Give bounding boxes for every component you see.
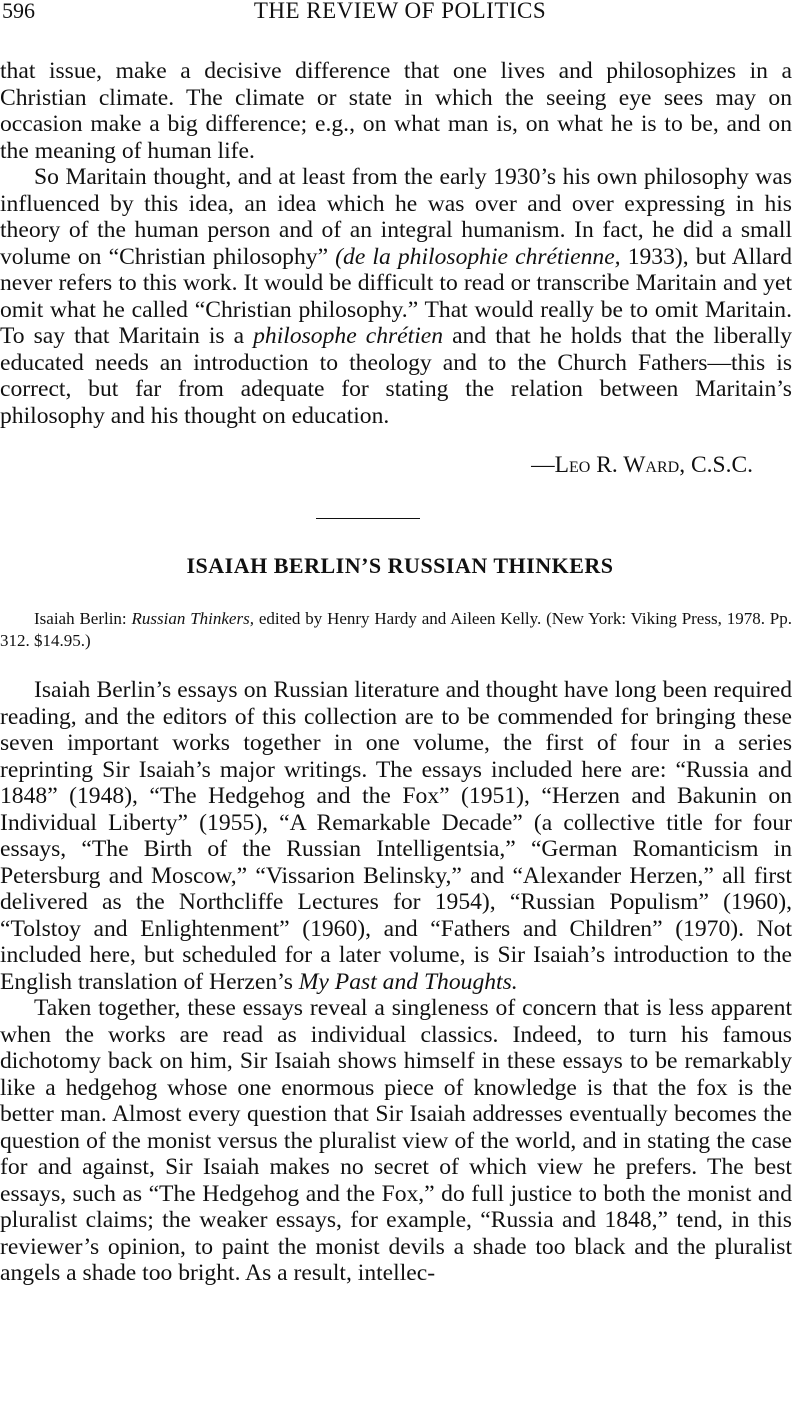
section-divider bbox=[316, 518, 420, 519]
citation-details: edited by Henry Hardy and Aileen Kelly. (New York: Viking Press, 1978. Pp. 312. $14.95.) bbox=[0, 609, 792, 650]
reviewer-signature bbox=[531, 452, 753, 478]
review-title: ISAIAH BERLIN’S RUSSIAN THINKERS bbox=[186, 553, 614, 578]
review-body bbox=[0, 677, 792, 1287]
maritain-text-c: and that he holds that the liberally educated needs an introduction to theology and to the Church Fathers—this is correct, but far from adequate for stating the relation between Maritain’s philosophy and his thought on education. bbox=[0, 323, 793, 429]
review-paragraph-2: Taken together, these essays reveal a singleness of concern that is less apparent when the works are read as individual classics. Indeed, to turn his famous dichotomy back on him, Sir Isaiah shows himself in these essays to be remarkably like a hedgehog whose one enormous piece of knowledge is that the fox is the better man. Almost every question that Sir Isaiah addresses eventually becomes the question of the monist versus the pluralist view of the world, and in stating the case for and against, Sir Isaiah makes no secret of which view he prefers. The best essays, such as “The Hedgehog and the Fox,” do full justice to both the monist and pluralist claims; the weaker essays, for example, “Russia and 1848,” tend, in this reviewer’s opinion, to paint the monist devils a shade too black and the pluralist angels a shade too bright. As a result, intellec- bbox=[0, 995, 792, 1286]
maritain-text-a: So Maritain thought, and at least from the early 1930’s his own philosophy was influenced by this idea, an idea which he was over and over expressing in his theory of the human person and of an integral humanism. In fact, he did a small volume on “Christian philosophy” bbox=[0, 164, 792, 270]
maritain-paragraph bbox=[0, 164, 792, 429]
book-citation bbox=[0, 608, 792, 652]
maritain-text-b: 1933), but Allard never refers to this work. It would be difficult to read or transcribe Maritain and yet omit what he called “Christian philosophy.” That would really be to omit Maritain. To say that Maritain is a bbox=[0, 243, 792, 349]
review-paragraph-1 bbox=[0, 677, 792, 995]
running-head: THE REVIEW OF POLITICS bbox=[253, 0, 547, 23]
page-header bbox=[0, 0, 790, 24]
italic-philosophe-chretien: philosophe chrétien bbox=[253, 323, 444, 349]
continuation-paragraph: that issue, make a decisive difference that one lives and philosophizes in a Christian climate. The climate or state in which the seeing eye sees may on occasion make a big difference; e.g., on what man is, on what he is to be, and on the meaning of human life. bbox=[0, 58, 792, 164]
page-number: 596 bbox=[2, 0, 35, 23]
signature-name: Leo R. Ward bbox=[554, 452, 680, 478]
previous-review-text bbox=[0, 58, 792, 429]
signature-dash: — bbox=[531, 452, 555, 478]
italic-my-past-and-thoughts: My Past and Thoughts. bbox=[298, 968, 518, 995]
italic-de-la-philosophie: (de la philosophie chrétienne, bbox=[335, 243, 621, 270]
review-paragraph-1-text: Isaiah Berlin’s essays on Russian literature and thought have long been required reading, and the editors of this collection are to be commended for bringing these seven important works together in one volume, the first of four in a series reprinting Sir Isaiah’s major writings. The essays included here are: “Russia and 1848” (1948), “The Hedgehog and the Fox” (1951), “Herzen and Bakunin on Individual Liberty” (1955), “A Remarkable Decade” (a collective title for four essays, “The Birth of the Russian Intelligentsia,” “German Romanticism in Petersburg and Moscow,” “Vissarion Belinsky,” and “Alexander Herzen,” all first delivered as the Northcliffe Lectures for 1954), “Russian Populism” (1960), “Tolstoy and Enlightenment” (1960), and “Fathers and Children” (1970). Not included here, but scheduled for a later volume, is Sir Isaiah’s introduction to the English translation of Herzen’s bbox=[0, 677, 792, 995]
citation-author: Isaiah Berlin: bbox=[34, 609, 132, 628]
signature-suffix: , C.S.C. bbox=[679, 452, 753, 478]
citation-book-title: Russian Thinkers, bbox=[131, 609, 254, 628]
